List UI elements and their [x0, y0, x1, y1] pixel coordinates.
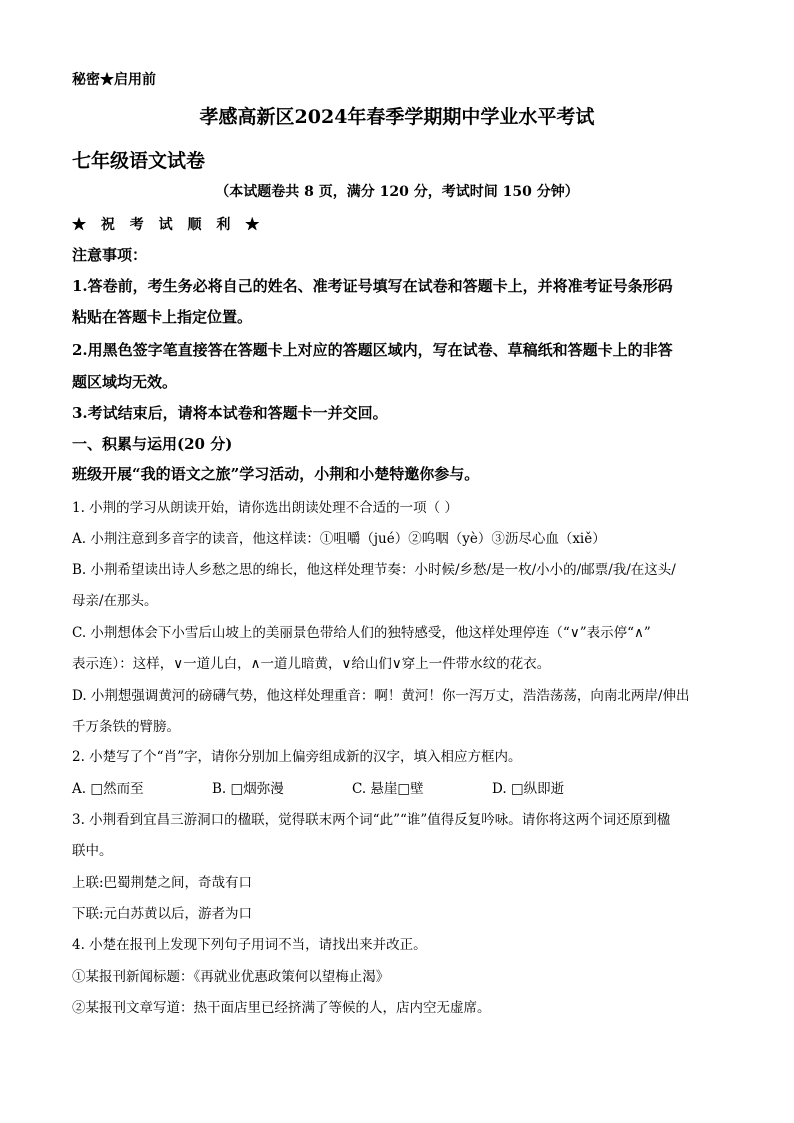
section-intro: 班级开展“我的语文之旅”学习活动，小荆和小楚特邀你参与。: [72, 465, 480, 483]
exam-info: （本试题卷共 8 页，满分 120 分，考试时间 150 分钟）: [215, 184, 579, 200]
question-4-item-1: ①某报刊新闻标题：《再就业优惠政策何以望梅止渴》: [72, 969, 390, 985]
question-1-option-c: C. 小荆想体会下小雪后山坡上的美丽景色带给人们的独特感受，他这样处理停连（“∨”表示停“∧”: [72, 625, 651, 641]
question-3-stem: 3. 小荆看到宜昌三游洞口的楹联，觉得联末两个词“此”“谁”值得反复吟咏。请你将这两个词还原到楹: [72, 812, 671, 828]
question-1-option-c-cont: 表示连）：这样，∨一道儿白，∧一道儿暗黄，∨给山们∨穿上一件带水纹的花衣。: [72, 656, 551, 672]
couplet-upper: 上联:巴蜀荆楚之间，奇哉有口: [72, 875, 253, 891]
question-1-option-d-cont: 千万条铁的臂膀。: [72, 719, 180, 735]
question-1-option-b-cont: 母亲/在那头。: [72, 593, 158, 609]
question-1-option-b: B. 小荆希望读出诗人乡愁之思的绵长，他这样处理节奏：小时候/乡愁/是一枚/小小的/邮票/我/在这头/: [72, 562, 676, 578]
question-3-stem-cont: 联中。: [72, 843, 113, 859]
couplet-lower: 下联:元白苏黄以后，游者为口: [72, 906, 253, 922]
question-1-stem: 1. 小荆的学习从朗读开始，请你选出朗读处理不合适的一项（ ）: [72, 500, 458, 516]
note-item-1-cont: 粘贴在答题卡上指定位置。: [72, 308, 253, 326]
note-item-1: 1.答卷前，考生务必将自己的姓名、准考证号填写在试卷和答题卡上，并将准考证号条形码: [72, 277, 673, 295]
note-item-2-cont: 题区域均无效。: [72, 373, 178, 391]
note-item-3: 3.考试结束后，请将本试卷和答题卡一并交回。: [72, 404, 388, 422]
question-2-option-b: B. □烟弥漫: [212, 781, 284, 797]
notes-heading: 注意事项：: [72, 246, 148, 264]
question-2-option-d: D. □纵即逝: [492, 781, 565, 797]
exam-subtitle: 七年级语文试卷: [72, 150, 206, 172]
question-2-option-c: C. 悬崖□壁: [352, 781, 424, 797]
question-4-stem: 4. 小楚在报刊上发现下列句子用词不当，请找出来并改正。: [72, 937, 427, 953]
confidential-label: 秘密★启用前: [72, 72, 156, 88]
question-2-options: [72, 777, 564, 797]
section-heading: 一、积累与运用(20 分): [72, 435, 233, 453]
question-1-option-a: A. 小荆注意到多音字的读音，他这样读：①咀嚼（jué）②呜咽（yè）③沥尽心血（xiě）: [72, 531, 606, 547]
note-item-2: 2.用黑色签字笔直接答在答题卡上对应的答题区域内，写在试卷、草稿纸和答题卡上的非答: [72, 341, 673, 359]
question-2-stem: 2. 小楚写了个“肖”字，请你分别加上偏旁组成新的汉字，填入相应方框内。: [72, 749, 522, 765]
exam-title: 孝感高新区2024年春季学期期中学业水平考试: [199, 106, 595, 128]
question-2-option-a: A. □然而至: [72, 781, 144, 797]
question-4-item-2: ②某报刊文章写道：热干面店里已经挤满了等候的人，店内空无虚席。: [72, 1000, 491, 1016]
good-luck-line: ★ 祝 考 试 顺 利 ★: [72, 217, 265, 233]
question-1-option-d: D. 小荆想强调黄河的磅礴气势，他这样处理重音：啊！黄河！你一泻万丈，浩浩荡荡，向南北两岸/伸出: [72, 688, 690, 704]
